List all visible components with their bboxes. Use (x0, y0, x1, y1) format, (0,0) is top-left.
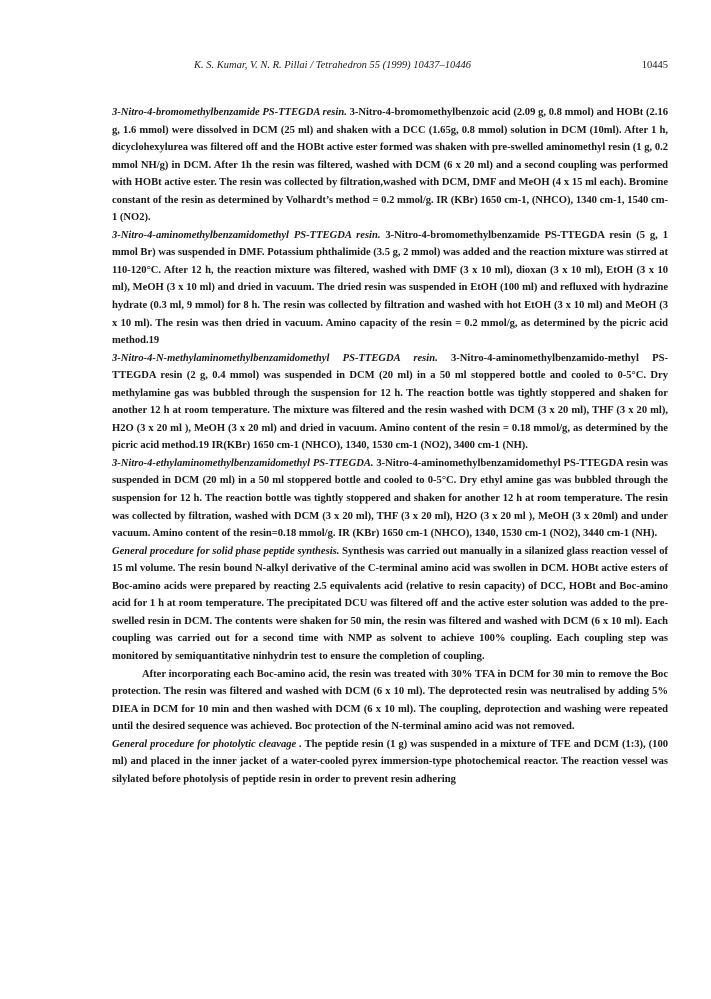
article-body (112, 104, 668, 788)
paragraph-spps-procedure (112, 543, 668, 666)
paragraph-ethylaminomethyl-resin (112, 455, 668, 543)
paragraph-text: After incorporating each Boc-amino acid, the resin was treated with 30% TFA in DCM for 30 min to remove the Boc protection. The resin was filtered and washed with DCM (6 x 10 ml). The deprotected resin was neutralised by adding 5% DIEA in DCM for 10 min and then washed with DCM (6 x 10 ml). The coupling, deprotection and washing were repeated until the desired sequence was achieved. Boc protection of the N-terminal amino acid was not removed. (112, 668, 668, 733)
paragraph-text: 3-Nitro-4-bromomethylbenzoic acid (2.09 g, 0.8 mmol) and HOBt (2.16 g, 1.6 mmol) were dissolved in DCM (25 ml) and shaken with a DCC (1.65g, 0.8 mmol) solution in DCM (10ml). After 1 h, dicyclohexylurea was filtered off and the HOBt active ester formed was shaken with pre-swelled aminomethyl resin (1 g, 0.2 mmol NH/g) in DCM. After 1h the resin was filtered, washed with DCM (6 x 20 ml) and a second coupling was performed with HOBt active ester. The resin was collected by filtration,washed with DCM, DMF and MeOH (4 x 15 ml each). Bromine constant of the resin as determined by Volhardt’s method = 0.2 mmol/g. IR (KBr) 1650 cm-1, (NHCO), 1340 cm-1, 1540 cm-1 (NO2). (112, 107, 668, 224)
paragraph-heading: 3-Nitro-4-aminomethylbenzamidomethyl PS-TTEGDA resin. (112, 229, 381, 241)
paragraph-heading: 3-Nitro-4-bromomethylbenzamide PS-TTEGDA resin. (112, 107, 347, 118)
paragraph-text: 3-Nitro-4-aminomethylbenzamido-methyl PS-TTEGDA resin (2 g, 0.4 mmol) was suspended in DCM (20 ml) in a 50 ml stoppered bottle and cooled to 0-5°C. Dry methylamine gas was bubbled through the suspension for 12 h. The reaction bottle was tightly stoppered and shaken for another 12 h at room temperature. The mixture was filtered and the resin washed with DCM (3 x 20 ml), THF (3 x 20 ml), H2O (3 x 20 ml ), MeOH (3 x 20 ml) and dried in vacuum. Amino content of the resin = 0.18 mmol/g, as determined by the picric acid method.19 IR(KBr) 1650 cm-1 (NHCO), 1340, 1530 cm-1 (NO2), 3400 cm-1 (NH). (112, 352, 668, 452)
running-head: K. S. Kumar, V. N. R. Pillai / Tetrahedron 55 (1999) 10437–10446 (194, 60, 472, 71)
page-header (134, 60, 668, 76)
paragraph-bromomethyl-resin (112, 104, 668, 227)
paragraph-heading: General procedure for solid phase peptide synthesis. (112, 545, 340, 557)
paragraph-photolytic-cleavage (112, 736, 668, 789)
paragraph-heading: 3-Nitro-4-N-methylaminomethylbenzamidomethyl PS-TTEGDA resin. (112, 352, 438, 364)
paragraph-heading: 3-Nitro-4-ethylaminomethylbenzamidomethyl PS-TTEGDA. (112, 457, 374, 469)
paragraph-text: 3-Nitro-4-aminomethylbenzamidomethyl PS-TTEGDA resin was suspended in DCM (20 ml) in a 50 ml stoppered bottle and cooled to 0-5°C. Dry ethyl amine gas was bubbled through the suspension for 12 h. The reaction bottle was tightly stoppered and shaken for another 12 h at room temperature. The resin was collected by filtration, washed with DCM (3 x 20 ml), THF (3 x 20 ml), H2O (3 x 20 ml ), MeOH (3 x 20ml) and under vacuum. Amino content of the resin=0.18 mmol/g. IR (KBr) 1650 cm-1 (NHCO), 1340, 1530 cm-1 (NO2), 3440 cm-1 (NH). (112, 457, 668, 540)
page-number: 10445 (641, 60, 668, 71)
paragraph-deprotection (112, 666, 668, 736)
paragraph-methylaminomethyl-resin (112, 350, 668, 455)
paragraph-text: The peptide resin (1 g) was suspended in a mixture of TFE and DCM (1:3), (100 ml) and placed in the inner jacket of a water-cooled pyrex immersion-type photochemical reactor. The reaction vessel was silylated before photolysis of peptide resin in order to prevent resin adhering (112, 738, 668, 785)
paragraph-heading: General procedure for photolytic cleavage . (112, 738, 302, 750)
paragraph-text: Synthesis was carried out manually in a silanized glass reaction vessel of 15 ml volume. The resin bound N-alkyl derivative of the C-terminal amino acid was swollen in DCM. HOBt active esters of Boc-amino acids were prepared by reacting 2.5 equivalents acid (relative to resin capacity) of DCC, HOBt and Boc-amino acid for 1 h at room temperature. The precipitated DCU was filtered off and the active ester solution was added to the pre-swelled resin in DCM. The contents were shaken for 50 min, the resin was filtered and washed with DCM (6 x 10 ml). Each coupling was carried out for a second time with NMP as solvent to achieve 100% coupling. Each coupling step was monitored by semiquantitative ninhydrin test to ensure the completion of coupling. (112, 545, 668, 662)
paragraph-text: 3-Nitro-4-bromomethylbenzamide PS-TTEGDA resin (5 g, 1 mmol Br) was suspended in DMF. Potassium phthalimide (3.5 g, 2 mmol) was added and the reaction mixture was stirred at 110-120°C. After 12 h, the reaction mixture was filtered, washed with DMF (3 x 10 ml), dioxan (3 x 10 ml), EtOH (3 x 10 ml), MeOH (3 x 10 ml) and dried in vacuum. The dried resin was suspended in EtOH (100 ml) and refluxed with hydrazine hydrate (0.3 ml, 9 mmol) for 8 h. The resin was collected by filtration and washed with hot EtOH (3 x 10 ml) and MeOH (3 x 10 ml). The resin was then dried in vacuum. Amino capacity of the resin = 0.2 mmol/g, as determined by the picric acid method.19 (112, 229, 668, 347)
paragraph-aminomethyl-resin (112, 227, 668, 350)
